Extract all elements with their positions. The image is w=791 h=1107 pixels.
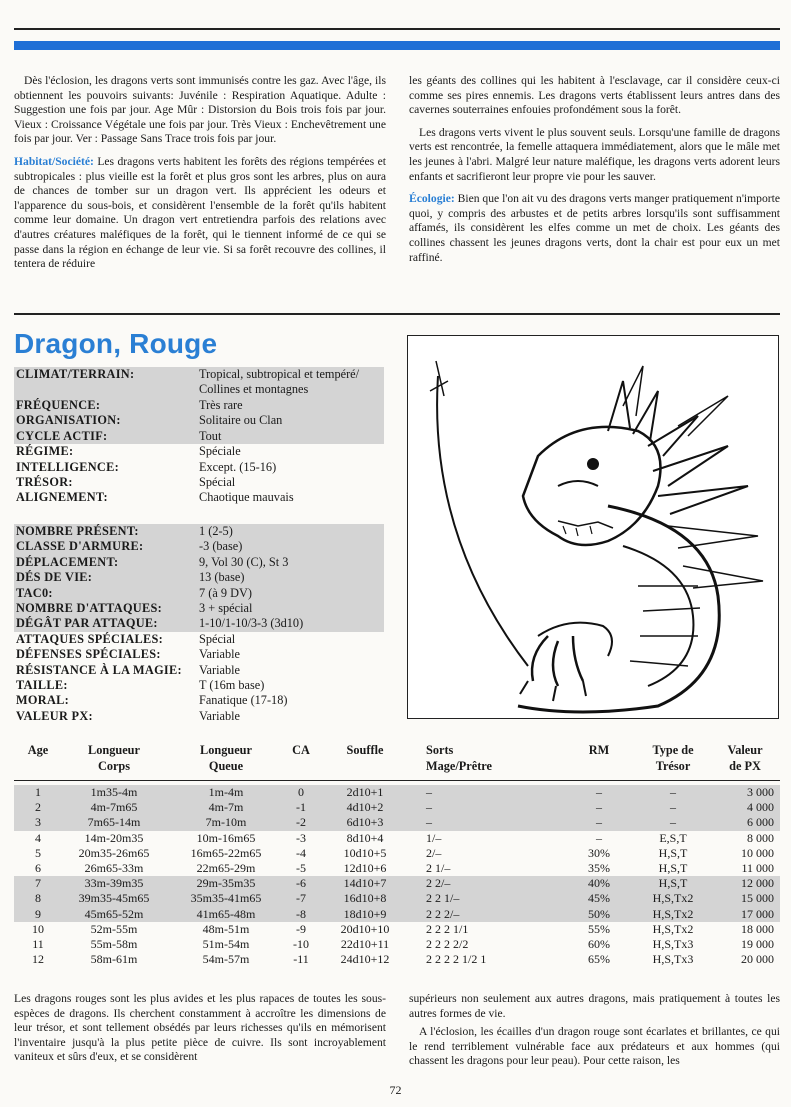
header-queue: Longueur Queue [200, 743, 252, 773]
cell-px: 17 000 [741, 906, 774, 921]
cell-rm: – [596, 815, 602, 830]
cell-px: 4 000 [747, 800, 774, 815]
cell-souffle: 14d10+7 [343, 876, 387, 891]
cell-rm: 55% [588, 921, 610, 936]
table-row [14, 800, 780, 815]
stat-value: Très rare [199, 398, 243, 412]
stat-row [14, 413, 384, 428]
cell-px: 20 000 [741, 952, 774, 967]
cell-sorts: – [426, 815, 432, 830]
cell-sorts: – [426, 785, 432, 799]
cell-corps: 58m-61m [90, 952, 138, 967]
cell-corps: 1m35-4m [90, 785, 138, 799]
stat-row [14, 601, 384, 616]
bottom-left-column [14, 992, 386, 1073]
cell-sorts: 2 2 2 2 1/2 1 [426, 952, 487, 967]
stat-value: Spécial [199, 474, 236, 489]
cell-age: 7 [35, 876, 41, 891]
stat-value: 7 (à 9 DV) [199, 585, 252, 600]
cell-corps: 4m-7m65 [90, 800, 138, 815]
habitat-text: Les dragons verts habitent les forêts des régions tempérées et subtropicales : plus vieille est la forêt et plus gros sont les arbres, plus on aura de chances de tomber sur un dragon vert. Ils apprécient les odeurs et l'apparence du sous-bois, et considèrent l'ensemble de la forêt qu'ils habitent comme leur domaine. Un dragon vert entretiendra parfois des relations avec d'autres créatures maléfiques de la forêt, qui le tiennent informé de ce qui se passe dans la région en échange de leur vie. Si sa forêt recouvre des collines, il tentera de réduire [14, 154, 386, 271]
habitat-paragraph [14, 155, 386, 272]
cell-queue: 29m-35m35 [196, 876, 256, 891]
stat-row [14, 539, 384, 554]
cell-ca: -1 [296, 800, 306, 815]
stat-value: Tropical, subtropical et tempéré/ Collines et montagnes [199, 367, 360, 397]
cell-px: 12 000 [741, 876, 774, 891]
paragraph: supérieurs non seulement aux autres dragons, mais pratiquement à toutes les autres formes de vie. [409, 992, 780, 1020]
cell-age: 3 [35, 815, 41, 830]
stat-value: Chaotique mauvais [199, 490, 294, 505]
cell-tresor: E,S,T [659, 830, 687, 845]
stat-label: VALEUR PX: [16, 708, 93, 723]
cell-sorts: 2 2 2 2/2 [426, 936, 469, 951]
stat-label: MORAL: [16, 693, 70, 708]
cell-queue: 1m-4m [208, 785, 244, 799]
habitat-label: Habitat/Société: [14, 154, 94, 168]
cell-sorts: 2 2 2 1/1 [426, 921, 469, 936]
header-sorts: Sorts Mage/Prêtre [426, 743, 492, 773]
cell-sorts: 2 1/– [426, 860, 451, 875]
stat-value: Variable [199, 662, 240, 677]
monster-title: Dragon, Rouge [14, 328, 218, 359]
stat-label: TRÉSOR: [16, 474, 73, 489]
cell-px: 15 000 [741, 891, 774, 906]
header-age: Age [27, 743, 49, 757]
paragraph: les géants des collines qui les habitent à l'esclavage, car il considère ceux-ci comme ses pires ennemis. Les dragons verts établissent leurs antres dans des cavernes souterraines enfouies profondément sous la forêt. [409, 74, 780, 117]
stat-value: Spécial [199, 631, 236, 646]
cell-age: 9 [35, 906, 41, 921]
header-ca: CA [292, 743, 310, 757]
page-number: 72 [389, 1083, 402, 1097]
cell-sorts: 2 2 1/– [426, 891, 460, 906]
age-table [14, 740, 780, 967]
cell-souffle: 2d10+1 [346, 785, 384, 799]
stat-label: FRÉQUENCE: [16, 398, 101, 412]
stat-row [14, 490, 384, 505]
ecology-text: Bien que l'on ait vu des dragons verts manger pratiquement n'importe quoi, y compris des arbustes et de petits arbres lorsqu'ils sont suffisamment affamés, ils considèrent les elfes comme un met de choix. Les géants des collines chassent les jeunes dragons verts, dont la chair est pour eux un met raffiné. [409, 192, 780, 264]
cell-corps: 33m-39m35 [84, 876, 144, 891]
header-souffle: Souffle [346, 743, 384, 757]
stat-label: RÉSISTANCE À LA MAGIE: [16, 662, 182, 677]
stat-row [14, 693, 384, 708]
cell-queue: 54m-57m [202, 952, 250, 967]
cell-tresor: H,S,T [658, 876, 688, 891]
stat-label: CLASSE D'ARMURE: [16, 539, 144, 554]
stat-row [14, 663, 384, 678]
header-corps: Longueur Corps [88, 743, 140, 773]
stat-row [14, 555, 384, 570]
table-row [14, 876, 780, 891]
cell-souffle: 10d10+5 [343, 845, 387, 860]
table-row [14, 952, 780, 967]
cell-ca: -7 [296, 891, 306, 906]
stat-value: Except. (15-16) [199, 459, 277, 474]
cell-souffle: 12d10+6 [343, 860, 387, 875]
cell-rm: 30% [588, 845, 610, 860]
cell-queue: 51m-54m [202, 936, 250, 951]
stat-label: CYCLE ACTIF: [16, 428, 108, 443]
cell-souffle: 20d10+10 [340, 921, 390, 936]
stat-value: Fanatique (17-18) [199, 693, 288, 708]
cell-souffle: 6d10+3 [346, 815, 384, 830]
cell-souffle: 4d10+2 [346, 800, 384, 815]
cell-ca: -3 [296, 830, 306, 845]
cell-queue: 41m65-48m [196, 906, 256, 921]
cell-rm: 60% [588, 936, 610, 951]
stat-label: ORGANISATION: [16, 413, 121, 428]
stat-row [14, 444, 384, 459]
header-rm: RM [588, 743, 610, 757]
cell-queue: 22m65-29m [196, 860, 256, 875]
stat-row [14, 570, 384, 585]
stat-row [14, 586, 384, 601]
cell-px: 6 000 [747, 815, 774, 830]
cell-ca: -4 [296, 845, 306, 860]
cell-age: 8 [35, 891, 41, 906]
cell-corps: 39m35-45m65 [78, 891, 150, 906]
cell-age: 6 [35, 860, 41, 875]
paragraph: Les dragons rouges sont les plus avides et les plus rapaces de toutes les sous-espèces de dragons. Ils cherchent constamment à accroître les dimensions de leur trésor, et sont tellement obsédés par leurs richesses qu'ils en mémorisent l'inventaire jusqu'à la plus petite pièce de cuivre. Ils sont incroyablement vaniteux et sûrs d'eux, et se considèrent [14, 992, 386, 1064]
cell-px: 11 000 [741, 860, 774, 875]
stat-value: Variable [199, 708, 240, 723]
cell-ca: -6 [296, 876, 306, 891]
cell-corps: 52m-55m [90, 921, 138, 936]
paragraph: Les dragons verts vivent le plus souvent seuls. Lorsqu'une famille de dragons verts est rencontrée, la femelle attaquera immédiatement, alors que le mâle met les jeunes à l'abri. Malgré leur nature maléfique, les dragons verts adorent leurs enfants et sacrifieront leur propre vie pour les sauver. [409, 125, 780, 183]
cell-tresor: – [670, 800, 676, 815]
cell-age: 1 [35, 785, 41, 799]
stat-row [14, 398, 384, 413]
cell-corps: 26m65-33m [84, 860, 144, 875]
stat-label: DÉFENSES SPÉCIALES: [16, 647, 161, 662]
cell-ca: -10 [293, 936, 309, 951]
cell-queue: 4m-7m [208, 800, 244, 815]
cell-tresor: H,S,Tx3 [652, 952, 694, 967]
cell-tresor: – [670, 815, 676, 830]
cell-corps: 14m-20m35 [84, 830, 144, 845]
stat-label: TAC0: [16, 585, 53, 600]
stat-value: 3 + spécial [199, 600, 253, 615]
cell-ca: -2 [296, 815, 306, 830]
cell-px: 3 000 [747, 785, 774, 799]
stat-row [14, 524, 384, 539]
table-row [14, 785, 780, 800]
cell-ca: -5 [296, 860, 306, 875]
table-row [14, 815, 780, 830]
cell-sorts: 2/– [426, 845, 442, 860]
cell-rm: 35% [588, 860, 610, 875]
cell-age: 12 [32, 952, 44, 967]
stat-value: 1-10/1-10/3-3 (3d10) [199, 616, 304, 631]
cell-tresor: H,S,Tx2 [652, 891, 694, 906]
cell-age: 5 [35, 845, 41, 860]
cell-rm: – [596, 800, 602, 815]
cell-sorts: 2 2/– [426, 876, 451, 891]
stat-row [14, 367, 384, 398]
table-body [14, 785, 780, 967]
stat-value: -3 (base) [199, 539, 243, 554]
section-rule [14, 313, 780, 315]
stat-row [14, 632, 384, 647]
ecology-label: Écologie: [409, 192, 455, 206]
stat-row [14, 647, 384, 662]
stat-label: RÉGIME: [16, 444, 74, 459]
stat-value: 13 (base) [199, 570, 245, 585]
cell-tresor: H,S,Tx2 [652, 906, 694, 921]
header-px: Valeur de PX [727, 743, 763, 773]
cell-corps: 20m35-26m65 [78, 845, 150, 860]
table-rule [14, 780, 780, 781]
cell-souffle: 18d10+9 [343, 906, 387, 921]
cell-ca: -11 [293, 952, 309, 967]
stat-label: DÉGÂT PAR ATTAQUE: [16, 616, 158, 631]
table-row [14, 937, 780, 952]
cell-sorts: 1/– [426, 830, 442, 845]
cell-px: 18 000 [741, 921, 774, 936]
table-row [14, 831, 780, 846]
cell-queue: 10m-16m65 [196, 830, 256, 845]
bottom-right-column [409, 992, 780, 1077]
table-row [14, 907, 780, 922]
top-rule [14, 28, 780, 30]
stat-label: ALIGNEMENT: [16, 490, 108, 505]
cell-rm: 45% [588, 891, 610, 906]
cell-age: 2 [35, 800, 41, 815]
header-tresor: Type de Trésor [652, 743, 694, 773]
cell-rm: – [596, 830, 602, 845]
stat-value: Spéciale [199, 444, 241, 459]
stat-row [14, 429, 384, 444]
stats-block-1 [14, 367, 384, 506]
cell-rm: 40% [588, 876, 610, 891]
table-row [14, 861, 780, 876]
table-header [14, 740, 780, 780]
table-row [14, 846, 780, 861]
cell-queue: 7m-10m [205, 815, 247, 830]
cell-tresor: – [670, 785, 676, 799]
stat-row [14, 616, 384, 631]
stat-label: NOMBRE D'ATTAQUES: [16, 600, 163, 615]
cell-px: 10 000 [741, 845, 774, 860]
table-row [14, 922, 780, 937]
stat-value: Tout [199, 428, 222, 443]
dragon-drawing-icon [408, 336, 778, 718]
stat-label: INTELLIGENCE: [16, 459, 119, 474]
stat-value: 1 (2-5) [199, 524, 233, 538]
cell-ca: -9 [296, 921, 306, 936]
cell-age: 10 [32, 921, 44, 936]
cell-rm: 50% [588, 906, 610, 921]
table-row [14, 891, 780, 906]
cell-tresor: H,S,T [658, 845, 688, 860]
paragraph: A l'éclosion, les écailles d'un dragon rouge sont écarlates et brillantes, ce qui le rend terriblement vulnérable face aux prédateurs et aux hommes (qui chassent les dragons pour leur peau). Pour cette raison, les [409, 1025, 780, 1068]
stat-label: TAILLE: [16, 677, 68, 692]
cell-queue: 16m65-22m65 [190, 845, 262, 860]
stat-label: CLIMAT/TERRAIN: [16, 367, 135, 381]
cell-corps: 45m65-52m [84, 906, 144, 921]
cell-sorts: 2 2 2/– [426, 906, 460, 921]
stat-value: T (16m base) [199, 677, 265, 692]
cell-corps: 7m65-14m [87, 815, 141, 830]
cell-souffle: 22d10+11 [340, 936, 390, 951]
cell-tresor: H,S,Tx2 [652, 921, 694, 936]
stat-label: DÉS DE VIE: [16, 570, 93, 585]
cell-age: 11 [32, 936, 44, 951]
cell-souffle: 24d10+12 [340, 952, 390, 967]
ecology-paragraph [409, 192, 780, 265]
top-left-column [14, 74, 386, 280]
cell-px: 19 000 [741, 936, 774, 951]
cell-queue: 35m35-41m65 [190, 891, 262, 906]
red-dragon-illustration [407, 335, 779, 719]
stat-value: Solitaire ou Clan [199, 413, 283, 428]
stat-value: 9, Vol 30 (C), St 3 [199, 554, 289, 569]
stat-row [14, 460, 384, 475]
cell-souffle: 16d10+8 [343, 891, 387, 906]
stat-row [14, 678, 384, 693]
stat-value: Variable [199, 647, 240, 662]
stat-row [14, 709, 384, 724]
top-right-column [409, 74, 780, 273]
paragraph: Dès l'éclosion, les dragons verts sont immunisés contre les gaz. Avec l'âge, ils obtiennent les pouvoirs suivants: Juvénile : Respiration Aquatique. Adulte : Suggestion une fois par jour. Age Mûr : Distorsion du Bois trois fois par jour. Vieux : Croissance Végétale une fois par jour. Très Vieux : Enchevêtrement une fois par jour. Ver : Passage Sans Trace trois fois par jour. [14, 74, 386, 146]
cell-tresor: H,S,Tx3 [652, 936, 694, 951]
cell-sorts: – [426, 800, 432, 815]
stat-row [14, 475, 384, 490]
cell-corps: 55m-58m [90, 936, 138, 951]
stat-label: DÉPLACEMENT: [16, 554, 119, 569]
cell-age: 4 [35, 830, 41, 845]
stats-block-2 [14, 524, 384, 724]
cell-px: 8 000 [747, 830, 774, 845]
cell-queue: 48m-51m [202, 921, 250, 936]
cell-ca: -8 [296, 906, 306, 921]
header-blue-bar [14, 41, 780, 50]
cell-rm: 65% [588, 952, 610, 967]
cell-souffle: 8d10+4 [346, 830, 384, 845]
stat-label: ATTAQUES SPÉCIALES: [16, 631, 164, 646]
cell-tresor: H,S,T [658, 860, 688, 875]
cell-ca: 0 [298, 785, 304, 799]
stat-label: NOMBRE PRÉSENT: [16, 524, 139, 538]
cell-rm: – [596, 785, 602, 799]
